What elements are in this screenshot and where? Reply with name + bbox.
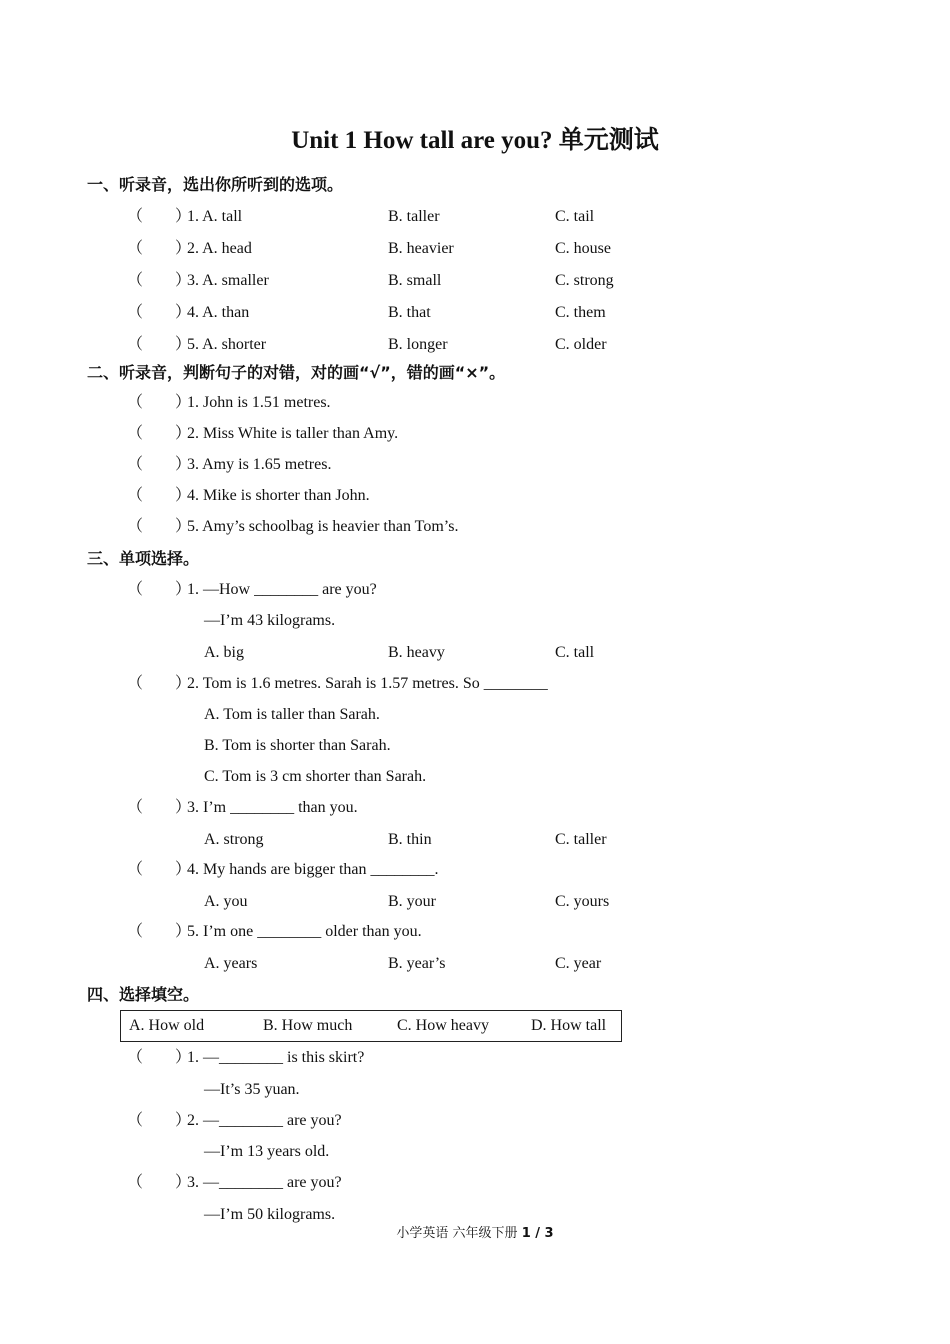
options-row	[0, 642, 950, 664]
answer-blank: （ ）	[127, 1112, 192, 1129]
word-bank-option: D. How tall	[531, 1017, 607, 1034]
option-c: C. yours	[555, 893, 610, 910]
answer-blank: （ ）	[127, 208, 192, 225]
question-row	[0, 1047, 950, 1069]
word-bank-option: A. How old	[129, 1017, 205, 1034]
question-row	[0, 302, 950, 324]
option-a: 1. A. tall	[187, 208, 243, 225]
section-4-heading: 四、选择填空。	[87, 985, 200, 1004]
answer-blank: （ ）	[127, 336, 192, 353]
option-a: A. Tom is taller than Sarah.	[204, 706, 380, 723]
question-text: 5. I’m one ________ older than you.	[187, 923, 422, 940]
dialogue-reply	[0, 610, 950, 632]
option-b: B. small	[388, 272, 442, 289]
answer-blank: （ ）	[127, 272, 192, 289]
word-bank-option: C. How heavy	[397, 1017, 489, 1034]
option-c: C. Tom is 3 cm shorter than Sarah.	[204, 768, 427, 785]
answer-blank: （ ）	[127, 425, 192, 442]
answer-blank: （ ）	[127, 675, 192, 692]
answer-blank: （ ）	[127, 487, 192, 504]
option-a: 3. A. smaller	[187, 272, 269, 289]
question-row	[0, 206, 950, 228]
option-row	[0, 766, 950, 788]
question-text: 3. I’m ________ than you.	[187, 799, 358, 816]
question-row	[0, 516, 950, 538]
question-text: 5. Amy’s schoolbag is heavier than Tom’s.	[187, 518, 459, 535]
reply-text: —I’m 43 kilograms.	[204, 612, 336, 629]
option-b: B. that	[388, 304, 431, 321]
question-row	[0, 454, 950, 476]
question-row	[0, 579, 950, 601]
option-a: 5. A. shorter	[187, 336, 267, 353]
option-c: C. tail	[555, 208, 595, 225]
question-row	[0, 921, 950, 943]
option-c: C. strong	[555, 272, 614, 289]
question-row	[0, 1172, 950, 1194]
option-a: A. big	[204, 644, 244, 661]
option-b: B. taller	[388, 208, 440, 225]
reply-text: —I’m 50 kilograms.	[204, 1206, 336, 1223]
option-b: B. longer	[388, 336, 448, 353]
option-a: 2. A. head	[187, 240, 252, 257]
answer-blank: （ ）	[127, 1174, 192, 1191]
answer-blank: （ ）	[127, 518, 192, 535]
question-row	[0, 797, 950, 819]
answer-blank: （ ）	[127, 240, 192, 257]
answer-blank: （ ）	[127, 1049, 192, 1066]
dialogue-reply	[0, 1079, 950, 1101]
question-row	[0, 485, 950, 507]
page-footer	[0, 1225, 950, 1243]
option-b: B. heavier	[388, 240, 454, 257]
dialogue-reply	[0, 1141, 950, 1163]
word-bank-option: B. How much	[263, 1017, 353, 1034]
answer-blank: （ ）	[127, 581, 192, 598]
answer-blank: （ ）	[127, 394, 192, 411]
question-text: 3. —________ are you?	[187, 1174, 342, 1191]
option-row	[0, 735, 950, 757]
question-row	[0, 1110, 950, 1132]
option-b: B. thin	[388, 831, 432, 848]
option-a: A. you	[204, 893, 248, 910]
question-row	[0, 673, 950, 695]
question-text: 1. —________ is this skirt?	[187, 1049, 365, 1066]
option-c: C. tall	[555, 644, 595, 661]
page-number: 1 / 3	[521, 1226, 554, 1241]
question-row	[0, 238, 950, 260]
question-text: 2. Tom is 1.6 metres. Sarah is 1.57 metres. So ________	[187, 675, 548, 692]
option-c: C. year	[555, 955, 602, 972]
word-bank-box	[120, 1010, 622, 1042]
option-b: B. heavy	[388, 644, 445, 661]
option-c: C. older	[555, 336, 607, 353]
options-row	[0, 829, 950, 851]
question-text: 1. John is 1.51 metres.	[187, 394, 331, 411]
question-row	[0, 270, 950, 292]
question-text: 4. My hands are bigger than ________.	[187, 861, 439, 878]
page-title: Unit 1 How tall are you? 单元测试	[291, 127, 659, 154]
options-row	[0, 953, 950, 975]
option-a: A. strong	[204, 831, 264, 848]
answer-blank: （ ）	[127, 799, 192, 816]
footer-text: 小学英语 六年级下册	[396, 1226, 522, 1241]
section-2-heading: 二、听录音，判断句子的对错，对的画“√”，错的画“×”。	[87, 363, 506, 382]
section-1-heading: 一、听录音，选出你所听到的选项。	[87, 175, 344, 194]
dialogue-reply	[0, 1204, 950, 1226]
question-row	[0, 423, 950, 445]
question-text: 2. —________ are you?	[187, 1112, 342, 1129]
answer-blank: （ ）	[127, 456, 192, 473]
reply-text: —I’m 13 years old.	[204, 1143, 330, 1160]
question-row	[0, 392, 950, 414]
question-row	[0, 859, 950, 881]
options-row	[0, 891, 950, 913]
option-c: C. them	[555, 304, 606, 321]
answer-blank: （ ）	[127, 861, 192, 878]
answer-blank: （ ）	[127, 304, 192, 321]
answer-blank: （ ）	[127, 923, 192, 940]
option-a: 4. A. than	[187, 304, 250, 321]
option-b: B. year’s	[388, 955, 446, 972]
option-a: A. years	[204, 955, 258, 972]
option-c: C. house	[555, 240, 611, 257]
option-b: B. your	[388, 893, 436, 910]
question-text: 2. Miss White is taller than Amy.	[187, 425, 399, 442]
option-b: B. Tom is shorter than Sarah.	[204, 737, 391, 754]
question-text: 4. Mike is shorter than John.	[187, 487, 370, 504]
reply-text: —It’s 35 yuan.	[204, 1081, 300, 1098]
option-row	[0, 704, 950, 726]
question-text: 1. —How ________ are you?	[187, 581, 377, 598]
section-3-heading: 三、单项选择。	[87, 549, 200, 568]
question-text: 3. Amy is 1.65 metres.	[187, 456, 332, 473]
option-c: C. taller	[555, 831, 607, 848]
question-row	[0, 334, 950, 356]
